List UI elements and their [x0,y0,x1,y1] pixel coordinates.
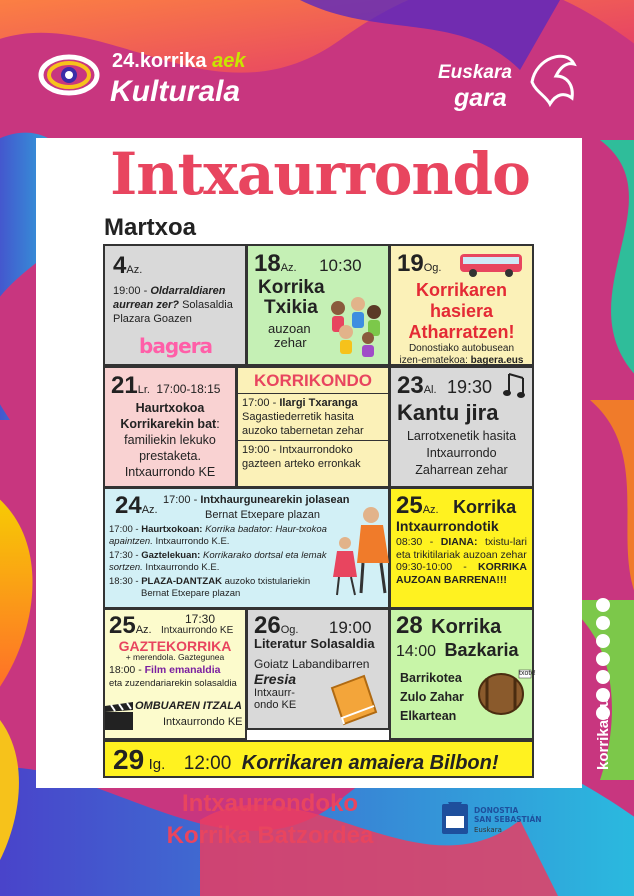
event-author: Goiatz Labandibarren [254,657,370,671]
event-title: Kantu jira [397,400,499,425]
event-cell-korrikondo [236,366,390,488]
dancers-illustration [331,503,391,599]
event-book: Eresia [254,671,297,687]
event-title-line1: Korrika [431,616,502,638]
event-place: Plazara Goazen [113,313,192,325]
event-sub-line1: auzoan [268,321,311,336]
event-cell-26 [246,608,390,730]
film-time: 18:00 - [109,664,145,676]
event-band: Ilargi Txaranga [279,397,358,409]
film-title: Film emanaldia [144,664,221,676]
film-name: OMBUAREN ITZALA [135,700,242,712]
day-name: Ig. [148,756,166,773]
euskara-gara-logo [430,46,580,118]
row3-desc: auzoko txistulariekin [221,576,311,587]
organizer-name [120,788,420,852]
event-cell-25-evening [103,608,247,740]
dove-icon [526,48,578,114]
month-label: Martxoa [104,214,197,241]
event-time: 19:00 - [113,285,151,297]
korrika-title: KORRIKA AUZOAN BARRENA!!! [396,561,527,586]
event-cell-19 [389,244,534,366]
event-time: 17:30 [185,612,216,626]
day-name: Az. [126,264,143,276]
day-number: 23 [397,372,424,399]
donostia-logo [440,798,550,842]
organizer-line2: Korrika Batzordea [166,822,374,849]
row1-activity: Korrika badator: Haur-txokoa apaintzen. [109,524,327,547]
event-cell-21 [103,366,237,488]
day-number: 19 [397,250,424,277]
event-note-line2: izen-ematekoa: [399,355,471,366]
day-number: 29 [113,744,145,775]
event-sub-line2: zehar [274,335,307,350]
event-cell-23 [389,366,534,488]
clapperboard-icon [103,702,135,732]
event-route-line2: Intxaurrondo [426,446,497,460]
korrika-site-vertical[interactable]: korrika.eus [595,689,612,770]
event-title: KORRIKONDO [253,371,373,390]
book-icon [328,674,380,726]
day-name: Az. [141,504,158,516]
gaztekorrika-title: GAZTEKORRIKA [118,638,232,654]
event-title-line3: Atharratzen! [408,322,515,342]
event-title: Korrikaren amaiera Bilbon! [241,752,499,774]
page-title: Intxaurrondo [110,140,530,208]
event-place-line1: Intxaurr- [254,687,295,699]
day-name: Az. [422,504,439,516]
event-time: 19:30 [447,377,493,397]
diana-time: 08:30 - [396,536,441,548]
organizer-line1: Intxaurrondoko [181,790,358,817]
aek-word: aek [212,50,246,72]
row3-title: PLAZA-DANTZAK [141,576,222,587]
event-place-line2: ondo KE [254,699,297,711]
event-route-line1: Larrotxenetik hasita [406,429,517,443]
day-number: 28 [396,612,423,639]
social-icon[interactable] [596,634,610,648]
social-icon[interactable] [596,670,610,684]
row1-venue: Intxaurrondo K.E. [152,536,230,547]
event-cell-18 [246,244,390,366]
day-number: 26 [254,612,281,639]
edition-number: 24. [112,50,140,72]
day-number: 24 [115,492,142,519]
event-cell-25-morning [389,487,534,609]
event-title-line2: Korrikarekin bat [120,417,217,431]
event-time: 17:00-18:15 [156,382,221,396]
event-title: Literatur Solasaldia [254,636,375,651]
euskara-word: Euskara [438,62,512,83]
event-title-line2: Intxaurrondotik [396,518,499,534]
diana-desc: txistu-lari eta trikitilariak auzoan zehar [396,536,527,561]
event-time: 14:00 [396,643,437,660]
korrika-time: 09:30-10:00 - [396,561,478,573]
event-title-line2: hasiera [429,301,494,321]
city-shield-icon [440,798,470,838]
event-route-line3: Zaharrean zehar [415,463,508,477]
event-note-line1: Donostiako autobusean [408,343,515,354]
day-number: 4 [113,252,127,279]
event-desc: : familiekin lekuko prestaketa. [124,417,220,463]
korrika-word: korrika [139,50,207,72]
bagera-logo: bagera [139,334,213,358]
event-cell-28 [389,608,534,740]
row2-activity: Korrikarako dortsal eta lemak sortzen. [109,550,327,573]
day-number: 25 [109,612,136,639]
event-line3: 19:00 - Intxaurrondoko gazteen arteko erronkak [238,440,388,473]
row2-time: 17:30 - [109,550,142,561]
row3-time: 18:30 - [109,576,142,587]
day-name: Og. [280,624,299,636]
event-title-line1: Korrikaren [415,280,508,300]
day-number: 25 [396,492,423,519]
bagera-link[interactable]: bagera.eus [470,355,524,366]
day-number: 21 [111,372,138,399]
event-time: 17:00 - [163,494,201,506]
music-notes-icon [503,370,535,400]
event-title-line1: Haurtxokoa [135,401,205,415]
social-icon[interactable] [596,598,610,612]
kids-running-illustration [324,294,386,358]
event-route: Sagastiederretik hasita auzoko tabernetan zehar [242,411,364,437]
social-icon[interactable] [596,616,610,630]
row3-place: Bernat Etxepare plazan [141,588,241,599]
event-place-top: Intxaurrondo KE [161,625,234,636]
event-time: 19:00 [328,618,372,637]
city-name-2: SAN SEBASTIÁN [474,815,542,824]
event-time: 10:30 [319,256,362,275]
event-title-line1: Korrika [453,497,517,517]
day-name: Al. [423,384,437,396]
day-name: Az. [135,624,152,636]
kulturala-heading: Kulturala [110,75,241,108]
gara-word: gara [454,84,507,112]
korrika-edition-heading [112,50,245,73]
day-number: 18 [254,250,281,277]
social-icon[interactable] [596,652,610,666]
bus-icon [459,252,523,278]
gaztekorrika-sub: + merendola. Gaztegunea [125,652,225,662]
row1-time: 17:00 - [109,524,142,535]
event-cell-4 [103,244,247,366]
event-time: 17:00 - [242,397,280,409]
event-cell-24 [103,487,390,609]
day-name: Az. [280,262,297,274]
city-name-1: DONOSTIA [474,806,519,815]
diana-title: DIANA: [440,536,478,548]
event-venue-line1: Barrikotea [400,671,462,685]
event-title: Oldarraldiaren aurrean zer? [113,285,226,311]
event-type: Solasaldia [179,299,233,311]
event-title-line1: Korrika [258,277,325,298]
event-venue-line2: Zulo Zahar [400,690,464,704]
row2-venue: Intxaurrondo K.E. [142,562,220,573]
event-title-line2: Bazkaria [444,640,519,660]
row2-place: Gaztelekuan: [141,550,201,561]
txotx-sign: txotx! [519,670,536,677]
event-cell-29 [103,740,534,778]
day-name: Lr. [137,384,150,396]
event-place: Intxaurrondo KE [124,465,216,479]
event-venue-line3: Elkartean [400,709,457,723]
event-title: Intxhaurgunearekin jolasean [200,494,350,506]
film-place: Intxaurrondo KE [163,716,243,728]
row1-place: Haurtxokoan: [141,524,203,535]
department: Euskara [474,826,502,834]
korrika-eye-logo [38,44,100,106]
event-title-line2: Txikia [264,297,318,318]
day-name: Og. [423,262,442,274]
event-place: Bernat Etxepare plazan [205,509,320,521]
event-time: 12:00 [183,753,232,774]
film-desc: eta zuzendariarekin solasaldia [109,678,237,689]
